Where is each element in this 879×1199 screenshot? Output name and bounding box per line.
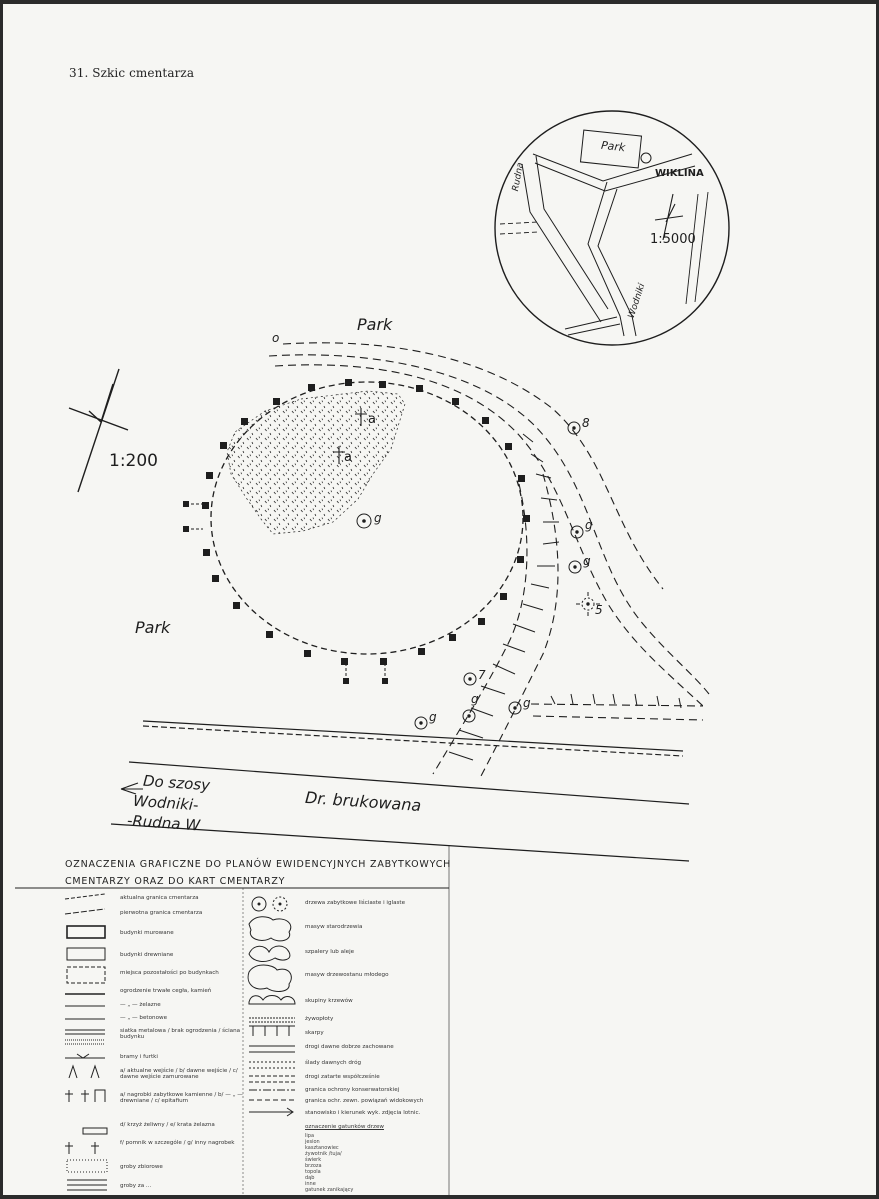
species-5: świerk [305,1157,322,1163]
legend-item-r8: ślady dawnych dróg [305,1060,362,1066]
legend-item-r7: drogi dawne dobrze zachowane [305,1044,394,1050]
page-title: 31. Szkic cmentarza [69,66,195,80]
legend-item-r11: granica ochr. zewn. powiązań widokowych [305,1098,424,1104]
legend-item-l10: a/ aktualne wejście / b/ dawne wejście / c/ dawne wejście zamurowane [120,1068,238,1080]
document-page [3,4,876,1195]
legend-item-l15: groby za ... [120,1183,152,1189]
inset-road-label-bottom: Wodniki [626,282,648,320]
legend-item-l5: ogrodzenie trwałe cegła, kamień [120,988,212,994]
inset-cemetery-dot [641,153,651,163]
legend-item-l1: pierwotna granica cmentarza [120,910,203,916]
tree-label-g-south-3: g [429,710,437,724]
legend-item-r1: masyw starodrzewia [305,924,363,930]
main-scale: 1:200 [109,451,158,471]
road-name: Dr. brukowana [304,787,422,816]
legend-item-l12: d/ krzyż żeliwny / e/ krata żelazna [120,1122,215,1128]
inset-village-label: WIKLINA [655,168,704,179]
legend-item-l14: groby zbiorowe [120,1164,163,1170]
legend-item-r5: żywopłoty [305,1016,334,1022]
road-fence [143,721,683,751]
legend-item-l4: miejsca pozostałości po budynkach [120,970,219,976]
legend-item-l11: a/ nagrobki zabytkowe kamienne / b/ — „ — drewniane / c/ epitafium [120,1092,243,1104]
legend-item-l6: — „ — żelazne [120,1002,161,1008]
legend-item-r13: oznaczenie gatunków drzew [305,1124,384,1130]
legend-item-r4: skupiny krzewów [305,998,353,1004]
tree-label-g-south-1: g [471,692,479,706]
legend-item-l3: budynki drewniane [120,952,174,958]
species-1: lipa [305,1133,315,1139]
tree-label-g-center: g [374,511,382,525]
inset-scale: 1:5000 [650,232,696,247]
tree-symbols [357,422,600,729]
legend [15,888,449,1195]
legend-item-l8: siatka metalowa / brak ogrodzenia / ściana budynku [120,1028,241,1040]
species-6: brzoza [305,1163,322,1169]
legend-item-l13: f/ pomnik w szczególe / g/ inny nagrobek [120,1140,235,1146]
grave-label-a1: a [368,412,376,427]
marker-o: o [272,331,280,345]
legend-item-l2: budynki murowane [120,930,174,936]
tree-label-5: 5 [595,603,603,617]
legend-heading [65,856,451,890]
inset-road-wodniki [588,182,624,336]
species-2: jesion [305,1139,320,1145]
legend-item-l9: bramy i furtki [120,1054,158,1060]
direction-line-1: Do szosy [142,771,211,795]
legend-item-r2: szpalery lub aleje [305,949,355,955]
legend-item-r0: drzewa zabytkowe liściaste i iglaste [305,900,406,906]
legend-item-l0: aktualna granica cmentarza [120,895,199,901]
legend-item-r6: skarpy [305,1030,324,1036]
tree-label-7: 7 [478,668,486,682]
species-3: kasztanowiec [305,1145,339,1151]
north-arrow [69,369,128,492]
legend-item-r3: masyw drzewostanu młodego [305,972,389,978]
park-label-left: Park [135,618,171,637]
legend-item-r12: stanowisko i kierunek wyk. zdjęcia lotnic. [305,1110,421,1116]
grave-label-a2: a [344,450,352,465]
species-4: żywotnik /tuja/ [305,1151,342,1157]
legend-item-r10: granica ochrony konserwatorskiej [305,1087,400,1093]
species-8: dąb [305,1175,315,1181]
legend-heading-line-2: CMENTARZY ORAZ DO KART CMENTARZY [65,876,286,887]
park-label-top: Park [357,315,393,334]
species-10: gatunek zanikający [305,1187,354,1193]
avenue-ticks [449,434,681,760]
tree-label-g-east-2: g [583,554,591,568]
tree-label-8: 8 [582,416,590,430]
direction-line-3: -Rudna W [126,811,201,835]
legend-item-r9: drogi zatarte współcześnie [305,1074,380,1080]
legend-heading-line-1: OZNACZENIA GRAFICZNE DO PLANÓW EWIDENCYJNYCH ZABYTKOWYCH [65,859,452,870]
inset-road-label-left: Rudna [511,161,526,193]
tree-label-g-east-1: g [585,518,593,532]
species-9: inne [305,1181,316,1187]
inset-road-rudna [522,164,601,322]
direction-line-2: Wodniki- [132,791,200,815]
tree-label-g-south-2: g [523,696,531,710]
species-7: topola [305,1169,321,1175]
legend-item-l7: — „ — betonowe [120,1015,168,1021]
inset-park-label: Park [600,138,626,155]
